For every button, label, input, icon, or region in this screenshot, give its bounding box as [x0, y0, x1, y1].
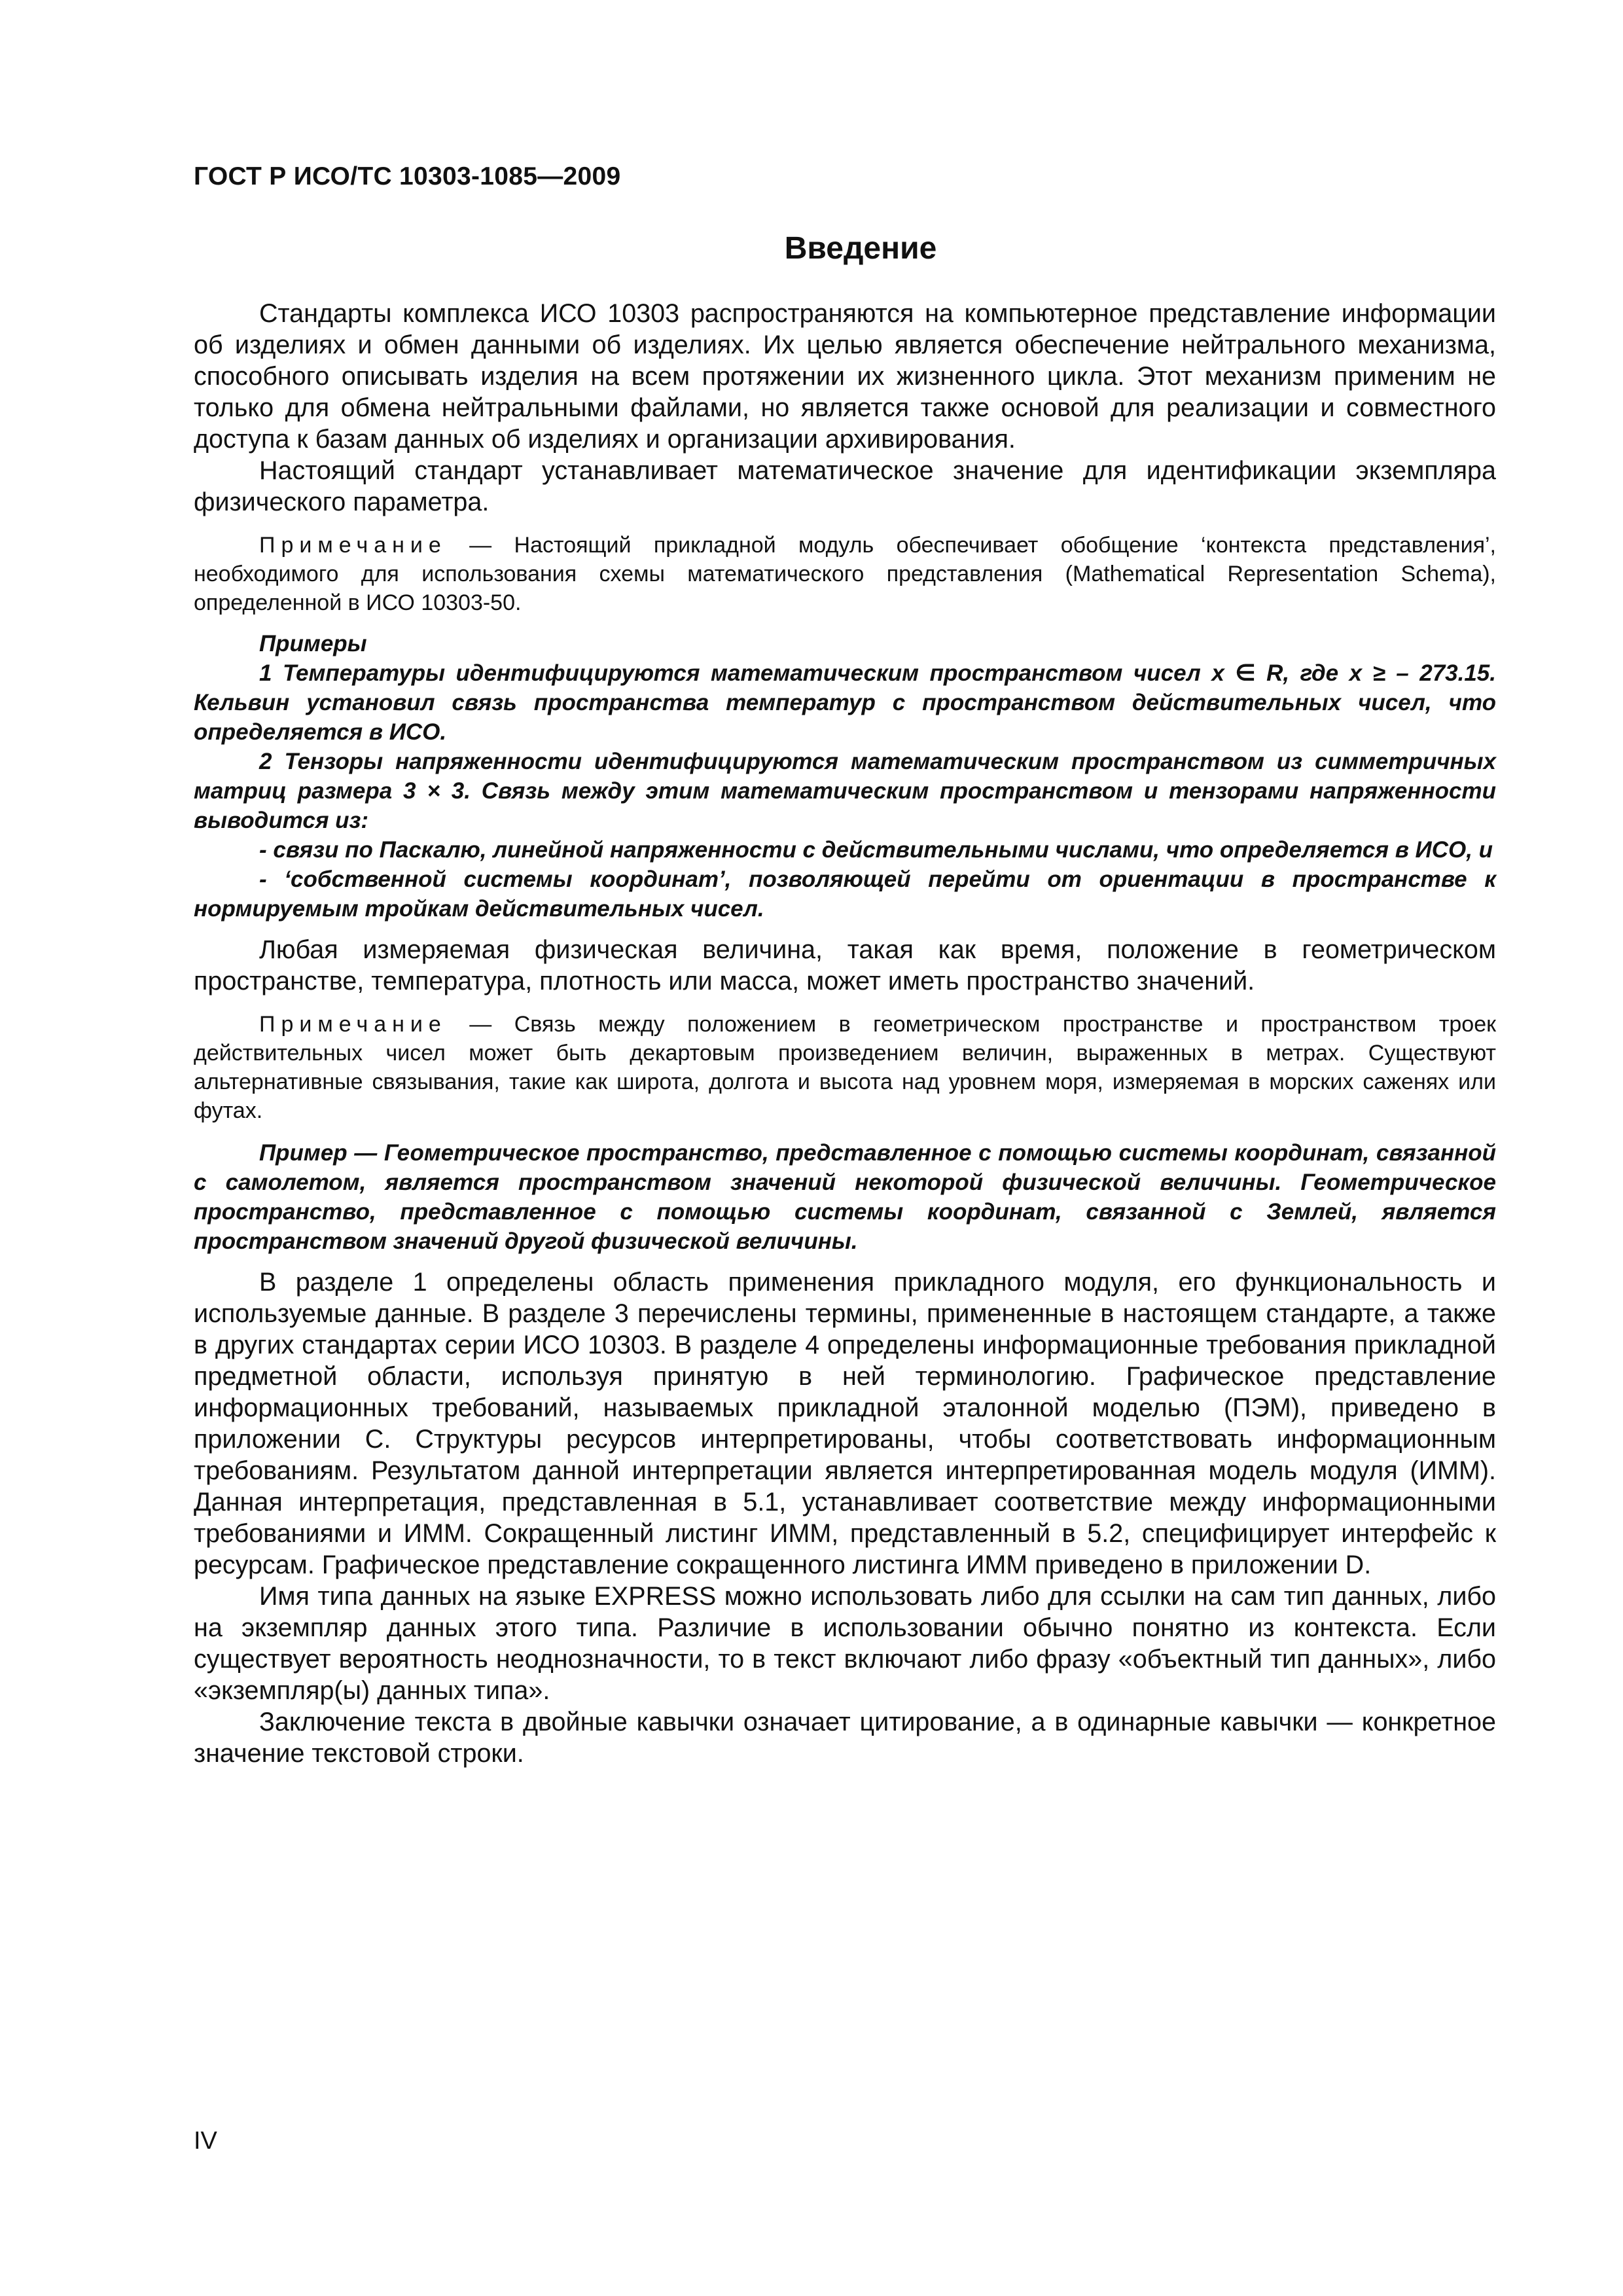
section-title: Введение — [784, 231, 937, 266]
example-2: 2 Тензоры напряженности идентифицируются математическим пространством из симметричных матриц размера 3 × 3. Связь между этим математическим пространством и тензорами напряженности выводится из: — [194, 749, 1496, 833]
note-1-text: — Настоящий прикладной модуль обеспечивает обобщение ‘контекста представления’, необходимого для использования схемы математического представления (Mathematical Representation Schema), определенной в ИСО 10303-50. — [194, 533, 1496, 615]
note-2-label: Примечание — [259, 1012, 447, 1037]
note-1 — [194, 531, 1496, 617]
paragraph-2: Настоящий стандарт устанавливает математическое значение для идентификации экземпляра физического параметра. — [194, 456, 1496, 516]
examples-heading: Примеры — [259, 631, 367, 656]
note-2-text: — Связь между положением в геометрическом пространстве и пространством троек действительных чисел может быть декартовым произведением величин, выраженных в метрах. Существуют альтернативные связывания, такие как широта, долгота и высота над уровнем моря, измеряемая в морских саженях или футах. — [194, 1012, 1496, 1123]
page-number: IV — [194, 2127, 217, 2155]
note-1-label: Примечание — [259, 533, 447, 558]
note-2 — [194, 1010, 1496, 1125]
document-header: ГОСТ Р ИСО/ТС 10303-1085—2009 — [194, 162, 621, 190]
paragraph-4: В разделе 1 определены область применения прикладного модуля, его функциональность и используемые данные. В разделе 3 перечислены термины, примененные в настоящем стандарте, а также в других стандартах серии ИСО 10303. В разделе 4 определены информационные требования прикладной предметной области, используя принятую в ней терминологию. Графическое представление информационных требований, называемых прикладной эталонной моделью (ПЭМ), приведено в приложении С. Структуры ресурсов интерпретированы, чтобы соответствовать информационным требованиям. Результатом данной интерпретации является интерпретированная модель модуля (ИММ). Данная интерпретация, представленная в 5.1, устанавливает соответствие между информационными требованиями и ИММ. Сокращенный листинг ИММ, представленный в 5.2, специфицирует интерфейс к ресурсам. Графическое представление сокращенного листинга ИММ приведено в приложении D. — [194, 1268, 1496, 1579]
example-2-item-1: - связи по Паскалю, линейной напряженности с действительными числами, что определяется в ИСО, и — [259, 837, 1493, 863]
document-body — [194, 298, 1496, 1769]
example-3: Пример — Геометрическое пространство, представленное с помощью системы координат, связанной с самолетом, является пространством значений некоторой физической величины. Геометрическое пространство, представленное с помощью системы координат, связанной с Землей, является пространством значений другой физической величины. — [194, 1140, 1496, 1254]
example-1: 1 Температуры идентифицируются математическим пространством чисел x ∈ R, где x ≥ – 273.15. Кельвин установил связь пространства температур с пространством действительных чисел, что определяется в ИСО. — [194, 660, 1496, 745]
example-2-item-2: - ‘собственной системы координат’, позволяющей перейти от ориентации в пространстве к нормируемым тройкам действительных чисел. — [194, 867, 1496, 922]
paragraph-3: Любая измеряемая физическая величина, такая как время, положение в геометрическом пространстве, температура, плотность или масса, может иметь пространство значений. — [194, 935, 1496, 996]
paragraph-5: Имя типа данных на языке EXPRESS можно использовать либо для ссылки на сам тип данных, либо на экземпляр данных этого типа. Различие в использовании обычно понятно из контекста. Если существует вероятность неоднозначности, то в текст включают либо фразу «объектный тип данных», либо «экземпляр(ы) данных типа». — [194, 1582, 1496, 1705]
paragraph-6: Заключение текста в двойные кавычки означает цитирование, а в одинарные кавычки — конкретное значение текстовой строки. — [194, 1708, 1496, 1768]
paragraph-1: Стандарты комплекса ИСО 10303 распространяются на компьютерное представление информации об изделиях и обмен данными об изделиях. Их целью является обеспечение нейтрального механизма, способного описывать изделия на всем протяжении их жизненного цикла. Этот механизм применим не только для обмена нейтральными файлами, но является также основой для реализации и совместного доступа к базам данных об изделиях и организации архивирования. — [194, 299, 1496, 454]
